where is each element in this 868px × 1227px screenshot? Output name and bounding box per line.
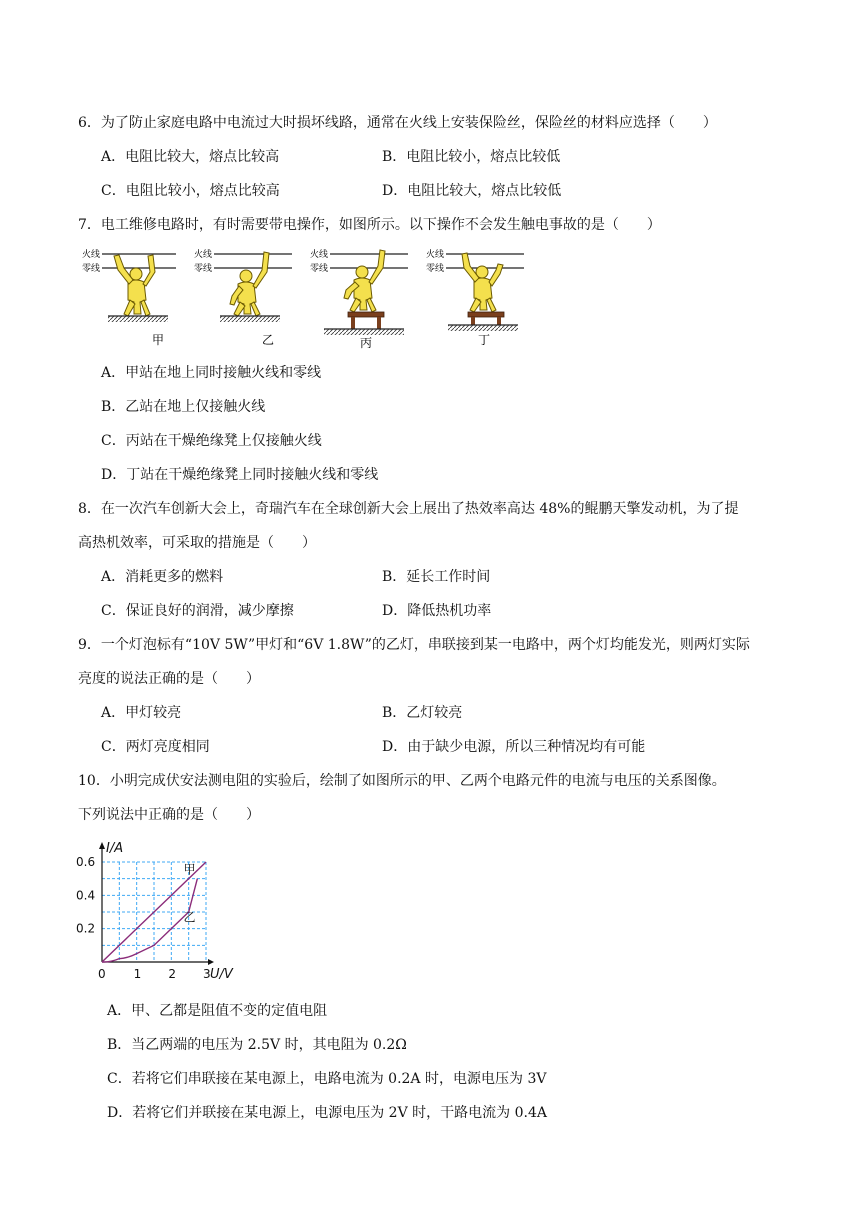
q10-option-b[interactable] [107,1035,407,1055]
option-text: 电阻比较大，熔点比较高 [125,149,280,165]
option-label: B． [382,149,407,165]
q8-option-a[interactable] [101,567,223,587]
electrician-figure-svg [78,244,538,350]
q6-option-c[interactable] [101,181,280,201]
x-tick-label: 1 [133,967,142,981]
live-wire-label: 火线 [426,250,445,260]
option-label: B． [107,1037,132,1053]
x-axis-arrow [208,959,214,965]
option-text: 若将它们串联接在某电源上，电路电流为 0.2A 时，电源电压为 3V [131,1071,547,1087]
series-label-yi: 乙 [183,910,196,925]
panel-ding [426,248,524,331]
q9-stem-line1: 9．一个灯泡标有“10V 5W”甲灯和“6V 1.8W”的乙灯，串联接到某一电路中，两个灯均能发光，则两灯实际 [78,637,750,653]
q10-stem-line2: 下列说法中正确的是（ ） [78,807,260,823]
q9-option-a[interactable] [101,703,181,723]
series-label-jia: 甲 [183,862,196,877]
option-text: 甲站在地上同时接触火线和零线 [125,365,322,381]
q7-option-b[interactable] [101,397,265,417]
neutral-wire-label: 零线 [426,264,445,274]
iu-chart [74,838,254,988]
q10-option-c[interactable] [107,1069,546,1089]
q7-option-d[interactable] [101,465,378,485]
iu-chart-svg [74,838,254,984]
option-text: 保证良好的润滑，减少摩擦 [125,603,294,619]
q6-option-d[interactable] [382,181,561,201]
x-tick-label: 0 [98,967,106,981]
caption-bing: 丙 [360,336,373,350]
live-wire-label: 火线 [82,250,101,260]
option-text: 由于缺少电源，所以三种情况均有可能 [407,739,646,755]
worker-icon [114,255,155,316]
option-text: 消耗更多的燃料 [125,569,224,585]
option-text: 丙站在干燥绝缘凳上仅接触火线 [125,433,322,449]
caption-jia: 甲 [152,333,165,347]
option-label: A． [101,149,126,165]
q6-option-b[interactable] [382,147,560,167]
option-label: D． [101,467,127,483]
panel-jia [82,248,176,322]
option-label: C． [101,603,126,619]
option-text: 甲灯较亮 [125,705,182,721]
neutral-wire-label: 零线 [82,264,101,274]
option-label: B． [382,705,407,721]
live-wire-label: 火线 [194,250,213,260]
y-axis-label: I/A [106,841,124,856]
x-tick-label: 3 [203,967,211,981]
q10-option-d[interactable] [107,1103,547,1123]
y-tick-label: 0.2 [76,921,96,936]
option-label: C． [101,183,126,199]
option-text: 若将它们并联接在某电源上，电源电压为 2V 时，干路电流为 0.4A [132,1105,547,1121]
q10-option-a[interactable] [107,1001,327,1021]
neutral-wire-label: 零线 [194,264,213,274]
option-label: A． [101,569,126,585]
option-label: D． [382,739,408,755]
option-text: 当乙两端的电压为 2.5V 时，其电阻为 0.2Ω [131,1037,407,1053]
worker-icon [462,253,503,312]
panel-bing [310,248,408,335]
worker-icon [344,250,385,312]
q6-stem: 6．为了防止家庭电路中电流过大时损坏线路，通常在火线上安装保险丝，保险丝的材料应选择（ ） [78,115,717,131]
q8-option-c[interactable] [101,601,294,621]
q6-option-a[interactable] [101,147,279,167]
q8-stem-line2: 高热机效率，可采取的措施是（ ） [78,535,316,551]
q9-option-b[interactable] [382,703,462,723]
q9-stem-line2: 亮度的说法正确的是（ ） [78,671,260,687]
option-label: B． [382,569,407,585]
y-tick-label: 0.6 [76,855,96,869]
x-tick-label: 2 [168,967,176,981]
q8-option-b[interactable] [382,567,490,587]
q7-stem: 7．电工维修电路时，有时需要带电操作，如图所示。以下操作不会发生触电事故的是（ ） [78,217,661,233]
option-text: 乙站在地上仅接触火线 [125,399,266,415]
option-text: 降低热机功率 [407,603,492,619]
y-axis-arrow [99,842,105,849]
option-label: D． [107,1105,133,1121]
q10-stem-line1: 10．小明完成伏安法测电阻的实验后，绘制了如图所示的甲、乙两个电路元件的电流与电压的关系图像。 [78,773,726,789]
option-text: 延长工作时间 [406,569,491,585]
option-label: D． [382,603,408,619]
option-label: C． [101,739,126,755]
option-text: 电阻比较小，熔点比较高 [125,183,280,199]
option-label: A． [101,365,126,381]
q8-option-d[interactable] [382,601,491,621]
option-label: A． [101,705,126,721]
insulated-stool [348,312,384,329]
panel-yi [194,248,292,322]
q9-option-d[interactable] [382,737,645,757]
option-text: 丁站在干燥绝缘凳上同时接触火线和零线 [126,467,379,483]
option-text: 乙灯较亮 [406,705,463,721]
q9-option-c[interactable] [101,737,210,757]
insulated-stool [468,312,504,325]
option-label: C． [101,433,126,449]
option-text: 甲、乙都是阻值不变的定值电阻 [131,1003,328,1019]
option-text: 两灯亮度相同 [125,739,210,755]
option-text: 电阻比较大，熔点比较低 [407,183,562,199]
live-wire-label: 火线 [310,250,329,260]
q7-option-a[interactable] [101,363,321,383]
electrician-figure [78,244,538,354]
q7-option-c[interactable] [101,431,322,451]
caption-yi: 乙 [262,333,275,347]
y-tick-label: 0.4 [76,888,96,903]
caption-ding: 丁 [478,333,491,347]
option-label: D． [382,183,408,199]
option-text: 电阻比较小，熔点比较低 [406,149,561,165]
q8-stem-line1: 8．在一次汽车创新大会上，奇瑞汽车在全球创新大会上展出了热效率高达 48%的鲲鹏天擎发动机，为了提 [78,501,739,517]
option-label: A． [107,1003,132,1019]
worker-icon [230,252,269,316]
neutral-wire-label: 零线 [310,264,329,274]
x-axis-label: U/V [210,967,233,982]
option-label: C． [107,1071,132,1087]
option-label: B． [101,399,126,415]
